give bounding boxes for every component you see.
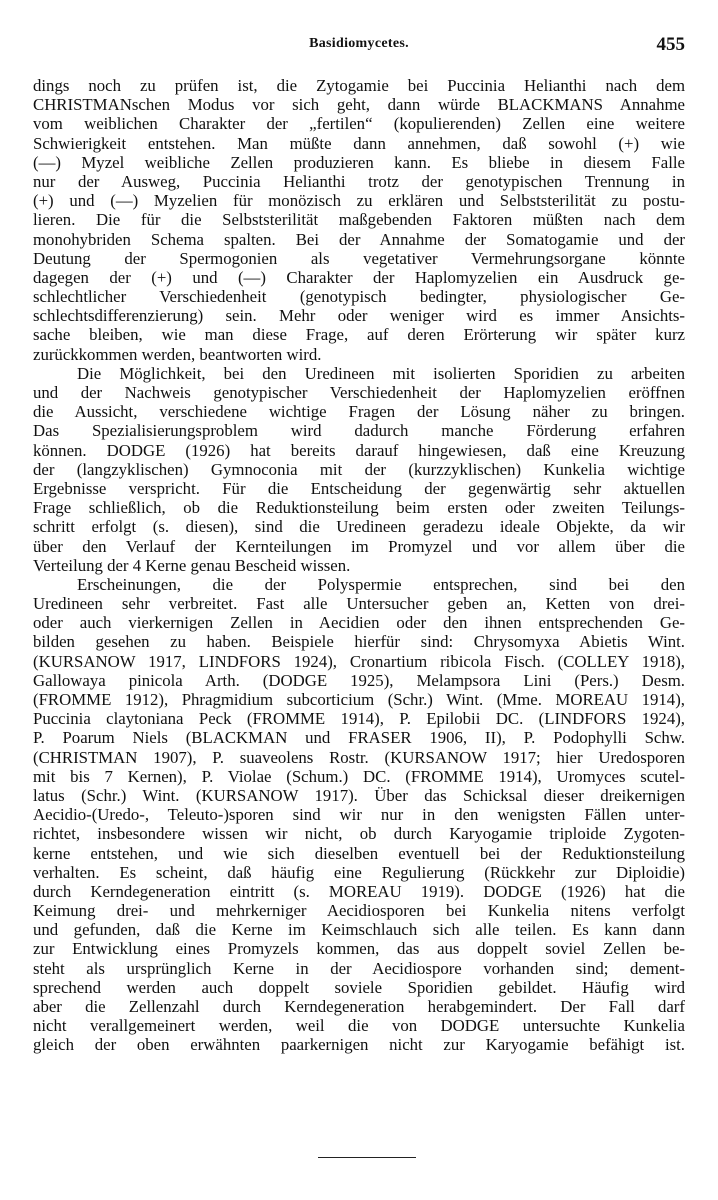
text-line: latus (Schr.) Wint. (KURSANOW 1917). Über das Schicksal dieser dreikernigen	[33, 785, 685, 805]
end-rule	[318, 1157, 416, 1158]
text-line: schritt erfolgt (s. diesen), sind die Uredineen geradezu ideale Objekte, da wir	[33, 517, 685, 537]
text-line: Verteilung der 4 Kerne genau Bescheid wissen.	[33, 555, 351, 575]
text-line: Ergebnisse verspricht. Für die Entscheidung der gegenwärtig sehr aktuellen	[33, 478, 685, 498]
text-line: dings noch zu prüfen ist, die Zytogamie bei Puccinia Helianthi nach dem	[33, 76, 685, 95]
text-line: können. DODGE (1926) hat bereits darauf hingewiesen, daß eine Kreuzung	[33, 440, 685, 460]
page-header	[33, 34, 685, 58]
text-line: nur der Ausweg, Puccinia Helianthi trotz der genotypischen Trennung in	[33, 171, 685, 191]
text-line: über den Verlauf der Kernteilungen im Promyzel und vor allem über die	[33, 536, 685, 556]
text-line: (KURSANOW 1917, LINDFORS 1924), Cronartium ribicola Fisch. (COLLEY 1918),	[33, 651, 685, 671]
text-line: monohybriden Schema spalten. Bei der Annahme der Somatogamie und der	[33, 229, 685, 249]
text-line: und gefunden, daß die Kerne im Keimschlauch sich alle teilen. Es kann dann	[33, 920, 685, 940]
text-line: kerne entstehen, und wie sich dieselben eventuell bei der Reduktionsteilung	[33, 843, 685, 863]
running-head: Basidiomycetes.	[309, 36, 409, 51]
text-line: Deutung der Spermogonien als vegetativer Vermehrungsorgane könnte	[33, 248, 685, 268]
text-line: verhalten. Es scheint, daß häufig eine Regulierung (Rückkehr zur Diploidie)	[33, 862, 685, 882]
page-number: 455	[656, 34, 685, 55]
text-line: zurückkommen werden, beantworten wird.	[33, 344, 322, 364]
text-line: gleich der oben erwähnten paarkernigen nicht zur Karyogamie befähigt ist.	[33, 1035, 685, 1055]
text-line: Puccinia claytoniana Peck (FROMME 1914), P. Epilobii DC. (LINDFORS 1924),	[33, 709, 685, 729]
text-line: Frage schließlich, ob die Reduktionsteilung beim ersten oder zweiten Teilungs-	[33, 498, 685, 518]
text-line: nicht verallgemeinert werden, weil die von DODGE untersuchte Kunkelia	[33, 1016, 685, 1036]
text-line: dagegen der (+) und (—) Charakter der Haplomyzelien ein Ausdruck ge-	[33, 267, 685, 287]
text-line: CHRISTMANschen Modus vor sich geht, dann würde BLACKMANS Annahme	[33, 95, 685, 115]
text-line: Uredineen sehr verbreitet. Fast alle Untersucher geben an, Ketten von drei-	[33, 594, 685, 614]
text-line: Das Spezialisierungsproblem wird dadurch manche Förderung erfahren	[33, 421, 685, 441]
text-line: Aecidio-(Uredo-, Teleuto-)sporen sind wir nur in den wenigsten Fällen unter-	[33, 805, 685, 825]
text-line: schlechtlicher Verschiedenheit (genotypisch bedingter, physiologischer Ge-	[33, 287, 685, 307]
text-line: (+) und (—) Myzelien für monözisch zu erklären und Selbststerilität zu postu-	[33, 191, 685, 211]
text-line: zur Entwicklung eines Promyzels kommen, das aus doppelt soviel Zellen be-	[33, 939, 685, 959]
text-line: mit bis 7 Kernen), P. Violae (Schum.) DC. (FROMME 1914), Uromyces scutel-	[33, 766, 685, 786]
text-line: schlechtsdifferenzierung) sein. Mehr oder weniger wird es immer Ansichts-	[33, 306, 685, 326]
text-line: Keimung drei- und mehrkerniger Aecidiosporen bei Kunkelia nitens verfolgt	[33, 901, 685, 921]
text-line: vom weiblichen Charakter der „fertilen“ (kopulierenden) Zellen eine weitere	[33, 114, 685, 134]
text-line: durch Kerndegeneration eintritt (s. MOREAU 1919). DODGE (1926) hat die	[33, 881, 685, 901]
text-line: sache bleiben, wie man diese Frage, auf deren Erörterung wir später kurz	[33, 325, 685, 345]
text-line: die Aussicht, verschiedene wichtige Fragen der Lösung näher zu bringen.	[33, 402, 685, 422]
text-line: richtet, insbesondere wissen wir nicht, ob durch Karyogamie triploide Zygoten-	[33, 824, 685, 844]
text-line: und der Nachweis genotypischer Verschiedenheit der Haplomyzelien eröffnen	[33, 383, 685, 402]
text-line: bilden gesehen zu haben. Beispiele hierfür sind: Chrysomyxa Abietis Wint.	[33, 632, 685, 652]
text-line: (—) Myzel weibliche Zellen produzieren kann. Es bliebe in diesem Falle	[33, 152, 685, 172]
text-line: P. Poarum Niels (BLACKMAN und FRASER 1906, II), P. Podophylli Schw.	[33, 728, 685, 748]
text-line: sprechend werden auch doppelt soviele Sporidien gebildet. Häufig wird	[33, 977, 685, 997]
text-line: (FROMME 1912), Phragmidium subcorticium (Schr.) Wint. (Mme. MOREAU 1914),	[33, 690, 685, 709]
text-line: Erscheinungen, die der Polyspermie entsprechen, sind bei den	[77, 574, 685, 594]
text-line: (CHRISTMAN 1907), P. suaveolens Rostr. (KURSANOW 1917; hier Uredosporen	[33, 747, 685, 767]
text-line: lieren. Die für die Selbststerilität maßgebenden Faktoren müßten nach dem	[33, 210, 685, 230]
body-text	[33, 76, 685, 1074]
text-line: der (langzyklischen) Gymnoconia mit der (kurzzyklischen) Kunkelia wichtige	[33, 459, 685, 479]
text-line: Die Möglichkeit, bei den Uredineen mit isolierten Sporidien zu arbeiten	[77, 363, 685, 383]
text-line: oder auch vierkernigen Zellen in Aecidien oder den ihnen entsprechenden Ge-	[33, 613, 685, 633]
text-line: aber die Zellenzahl durch Kerndegeneration herabgemindert. Der Fall darf	[33, 997, 685, 1016]
text-line: Gallowaya pinicola Arth. (DODGE 1925), Melampsora Lini (Pers.) Desm.	[33, 670, 685, 690]
text-line: steht als ursprünglich Kerne in der Aecidiospore vorhanden sind; dement-	[33, 958, 685, 978]
text-line	[33, 1055, 685, 1074]
text-line: Schwierigkeit entstehen. Man müßte dann annehmen, daß sowohl (+) wie	[33, 133, 685, 153]
